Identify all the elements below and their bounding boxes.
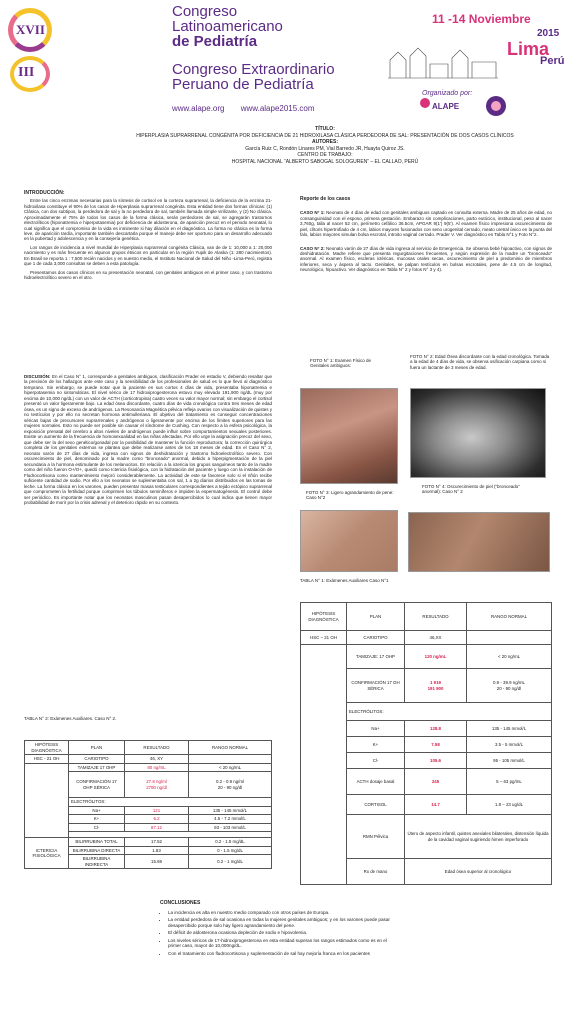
table-cell: CONFIRMACIÓN 17 OH SÉRICA xyxy=(347,669,405,703)
table-header: RANGO NORMAL xyxy=(467,603,552,631)
table-header: HIPÓTESIS DIAGNÓSTICA xyxy=(301,603,347,631)
congress-header xyxy=(0,0,576,122)
table-cell: CARIOTIPO xyxy=(69,755,125,764)
organized-by-label: Organizado por: xyxy=(422,90,473,97)
table-cell: HSC - 21 OH xyxy=(25,755,69,764)
table-cell: BILIRRUBINA INDIRECTA xyxy=(69,855,125,869)
congress-dates: 11 -14 Noviembre xyxy=(432,12,531,26)
photo-genitales-ambiguos xyxy=(300,388,398,484)
table-cell: 0.2 - 0.9 ng/ml 20 - 90 ng/dl xyxy=(189,772,272,798)
table-cell: 17.52 xyxy=(125,838,189,847)
roman-xvii: XVII xyxy=(16,22,45,37)
table2-caption: TABLA N° 2: Exámenes Auxiliares. Caso N° 2. xyxy=(24,716,117,721)
list-item: • Con el tratamiento con fludrocortisona y suplementación de sal hay mejoría franca en los pacientes xyxy=(168,951,400,957)
table-cell: 14.7 xyxy=(405,795,467,815)
table-cell: ICTERICIA FISIOLÓGICA xyxy=(25,838,69,869)
congress-logo xyxy=(6,4,60,104)
table-cell: 135 - 145 mmol/L xyxy=(189,806,272,815)
list-item: • La incidencia es alta en nuestro medio comparado con otros países de Europa. xyxy=(168,910,400,916)
photo2-caption: FOTO N° 2: Edad Ósea discordante con la edad cronológica. Tomada a la edad de 4 días de vida, se observa osificación carpiana como si fuera un lactante de 3 meses de edad. xyxy=(410,354,550,370)
table-cell: 80 ng/mL xyxy=(125,763,189,772)
intro-heading: INTRODUCCIÓN: xyxy=(24,190,65,196)
url-alape2015[interactable]: www.alape2015.com xyxy=(240,104,315,113)
table-header: RESULTADO xyxy=(405,603,467,631)
table-cell: ELECTRÓLITOS: xyxy=(347,703,552,721)
table-cell: 105.6 xyxy=(405,753,467,769)
authors: García Ruiz C, Rondón Linares PM, Vial Barredo JR, Huayta Quiroz JS. xyxy=(245,145,405,152)
photo-pene-caso2 xyxy=(300,510,398,572)
table-cell: 120 ng/mL xyxy=(405,645,467,669)
table-cell: 1.8 – 23 ug/dL xyxy=(467,795,552,815)
table-cell: 5 – 63 pg/mL xyxy=(467,769,552,795)
photo3-caption: FOTO N° 3: Ligero agrandamiento de pene: Caso N°2 xyxy=(306,490,394,501)
poster-title: HIPERPLASIA SUPRARRENAL CONGÉNITA POR DEFICIENCIA DE 21 HIDROXILASA CLÁSICA PERDEDORA DE SAL: PRESENTACIÓN DE DOS CASOS CLÍNICOS xyxy=(136,132,514,139)
table-cell: Cl- xyxy=(347,753,405,769)
table-cell: HSC – 21 OH xyxy=(301,631,347,645)
table-cell: 135 - 145 mmol/L xyxy=(467,721,552,737)
intro-paragraph: Presentamos dos casos clínicos en su presentación neonatal, con genitales ambiguos en el primer caso, y con trastorno hidroelectrolítico severo en el otro. xyxy=(24,269,272,281)
table-cell: 46, XY xyxy=(125,755,189,764)
table-header: PLAN xyxy=(347,603,405,631)
intro-paragraph: Entre las cinco enzimas necesarias para la síntesis de cortisol en la corteza suprarrenal, la deficiencia de la enzima 21-hidroxilasa constituye el 90% de los casos de Hiperplasia suprarrenal congénita. Esta entidad tiene dos formas clínicas: (1) Clásica, con dos subtipos, la perdedora de sal y la no perdedora de sal, también llamada simple virilizante, y (2) No clásica. Aproximadamente el 75% de todos los casos de la forma clásica, serán perdedores de sal, se agregarán trastornos electrolíticos (hiponatremia e hiperpotasemia) por deficiencia de aldosterona, de aparición precoz en el periodo neonatal, lo cual significa que el compromiso de la vida es inminente si hay dilación en el diagnóstico. La forma no clásica es la forma leve, de aparición tardía, importante también descartarla porque el manejo debe ser oportuno para un desarrollo adecuado en la pubertad y adolescencia y en la consejería genética. xyxy=(24,198,272,242)
case2-text: Neonato varón de 27 días de vida ingresa al servicio de Emergencia. Se observa bebé hipoactivo, con signos de deshidratación. Madre refiere que presenta regurgitaciones frecuentes, y según expresión de la madre un “bronceado” anormal. Al examen físico, escleras ictéricas, mucosas orales secas, oscurecimiento de piel a predominio de miembros inferiores, seca y áspera al tacto. Genitales, se palpan testículos en bolsas escrotales, pene de 4.5 cm de longitud, neurológico, hipoactivo. Ver diagnóstico en Tabla N° 2 y fotos N° 3 y 4). xyxy=(300,245,552,273)
table-cell: < 20 ng/mL xyxy=(467,645,552,669)
table-cell: CARIOTIPO xyxy=(347,631,405,645)
authors-label: AUTORES: xyxy=(311,139,339,145)
photo-piel-caso2 xyxy=(408,512,550,572)
title-label: TÍTULO: xyxy=(315,126,335,132)
table-cell: 4.5 - 7.2 mmol/L xyxy=(189,815,272,824)
center-label: CENTRO DE TRABAJO: xyxy=(297,152,353,158)
table-cell: RMN Pélvica xyxy=(347,815,405,859)
cases-heading: Reporte de los casos xyxy=(300,196,351,202)
table-cell: BILIRRUBINA TOTAL xyxy=(69,838,125,847)
table-cell: ACTH dosaje basal xyxy=(347,769,405,795)
table-header: RESULTADO xyxy=(125,741,189,755)
table-cell: 245 xyxy=(405,769,467,795)
table-header: HIPÓTESIS DIAGNÓSTICA xyxy=(25,741,69,755)
table-2-case-2 xyxy=(24,740,272,869)
discussion-heading: DISCUSIÓN: xyxy=(24,374,51,379)
table-cell: 87.12 xyxy=(125,823,189,832)
cases-section xyxy=(300,196,552,276)
table-cell: BILIRRUBINA DIRECTA xyxy=(69,846,125,855)
table-cell: 0.2 - 1 mg/dL xyxy=(189,855,272,869)
table-cell: 1.83 xyxy=(125,846,189,855)
list-item: • La entidad perdedora de sal ocasiona en todas la mujeres genitales ambiguos; y en los varones puede pasar desapercibido porque solo hay ligero agrandamiento del pene. xyxy=(168,917,400,928)
lima-skyline-illustration xyxy=(388,30,498,80)
case2-label: CASO N° 2: xyxy=(300,245,325,251)
intro-paragraph: Los rangos de incidencia a nivel mundial de Hiperplasia suprarrenal congénita Clásica, van de de 1: 10,000 a 1: 20,000 nacimiento y es más frecuente en algunos grupos étnicos en particular en la región Yupik de Alaska (1: 280 nacimientos). En Brasil se reporta 1 : 7,500 recién nacidos y en nuestro medio, el Instituto Nacional de Salud del Niño -Lima-Perú, registra que 1 de cada 3,000 consultas se deben a esta patología. xyxy=(24,244,272,267)
conclusions-section xyxy=(160,900,400,958)
list-item: • El déficit de aldosterona ocasiona depleción de sodio e hipovolemia. xyxy=(168,930,400,936)
table-cell: 3.5 - 5 mmol/L xyxy=(467,737,552,753)
table-cell: 0 - 1.5 mg/dL xyxy=(189,846,272,855)
roman-iii: III xyxy=(18,65,35,80)
table-cell: 46,XX xyxy=(405,631,467,645)
discussion-text: En el Caso N° 1, corresponde a genitales ambiguos, clasificación Prader en estadio V, debiendo resaltar que la precisión de los hallazgos ante este caso y la sensibilidad de los profesionales de salud es lo que llevó al diagnóstico temprano. Sin embargo, se puede notar que la paciente en sus cortos 4 días de vida, presentaba hiponatremia e hiperpotasemia no sintomáticas. El nivel sérico de 17 hidroxiprogesterona estuvo muy elevado 191,900 ng/dL (muy por encima de 10,000 ng/dL) con un valor de ACTH (corticotropina) cuatro veces su valor mayor normal; sin embargo el cortisol presentó un valor ligeramente bajo. La edad ósea discordante, cuatro días de vida cronológica contra tres meses de edad ósea, es un signo de exceso de andrógenos. La Resonancia Magnética pélvica refleja ovarios con visualización de quistes y no testículos y por ello no secretan hormona antimulleriana. El objetivo del tratamiento es conseguir concentraciones séricas bajas de precursores suprarrenales y andrógenos o ligeramente por encima de los límites superiores para las mujeres normales. Esto no puede ser posible sin causar el síndrome de Cushing. Con respecto a la esfera psicológica, la exposición prenatal del cerebro a altos niveles de andrógenos puede influir sobre comportamientos sexuales posteriores. Existe un aumento de la frecuencia de homosexualidad en las niñas afectadas. Por ello urge la asignación precoz del sexo, que debe ser la del sexo genético/gonadal por la posibilidad de mantener la función reproductora; la corrección quirúrgica completa de los genitales externos se plantea que debe realizarse antes de los 18 meses de edad. En el Caso N° 2, neonato varón de 27 días de vida, ingresa con signos de deshidratación y trastorno hidroelectrolítico severo. Con oscurecimiento de piel, denominado por la madre como “bronceado” anormal, debido a hiperpigmentación de la piel secundaria a la hormona estimulante de los melanocitos. En relación a la ictericia los grupos sanguíneos tanto de la madre como del niño fueron O+/O+, quedó como Ictericia fisiológica, con la hidratación del paciente y luego con la instalación de Fludrocortisona como mantenimiento mejoró considerablemente. La actividad de este se favorece solo si el riñón recibe suficiente cantidad de sodio. Por ello a los neonatos se suplementaba con sal, 1 a 2g diarios distribuidos en las tomas de leche. La forma clásica en los varones, pueden presentar masas testiculares correspondientes a tejido ectópico suprarrenal que comprometen la fertilidad porque comprimen los túbulos seminíferos e impiden la espermatogénesis. El control debe ser periódico. Es importante notar que los neonatos masculinos pasan desapercibidos lo cual indica que tienen mayor probabilidad de morir por la crisis adrenal y el deterioro rápido en su contexto. xyxy=(24,374,272,506)
congress-year: 2015 xyxy=(537,28,560,39)
table-cell: Na+ xyxy=(347,721,405,737)
table-cell: Edad ósea superior al cronológico xyxy=(405,859,552,885)
photo4-caption: FOTO N° 4: Oscurecimiento de piel (“bronceado” anormal): Caso N° 2 xyxy=(422,484,520,495)
table-cell: K+ xyxy=(69,815,125,824)
table-cell: K+ xyxy=(347,737,405,753)
table-cell: ELECTRÓLITOS: xyxy=(69,798,272,807)
list-item: • Los niveles séricos de 17-hidroxiprogesterona en esta entidad superan los rangos estimados como es en el primer caso, mayor de 10,000ng/dL. xyxy=(168,938,400,949)
table-cell: CORTISOL xyxy=(347,795,405,815)
table-cell: TAMIZAJE 17 OHP xyxy=(69,763,125,772)
congress-title-2: Congreso Extraordinario Peruano de Pediatría xyxy=(172,61,335,93)
table-cell: < 20 ng/mL xyxy=(189,763,272,772)
table-cell: 6.2 xyxy=(125,815,189,824)
table-cell: 93 - 103 mmol/L xyxy=(189,823,272,832)
case1-text: Neonato de 4 días de edad con genitales ambiguos captado en consulta externa. Madre de 25 años de edad, no consanguinidad con el esposo, primera gestación. Embarazo sin complicaciones, parto eutócico, institucional, peso al nacer 3,760g, talla al nacer 52 cm, perímetro cefálico 36.5cm, APGAR 9(1') 9(5'). Al examen físico impresiona oscurecimiento de piel, clítoris hipertrofiado de 4 cm, labios mayores fusionados con seno urogenital cerrado, meato uretral único en la punta del falo, labios mayores simulan bolsa escrotal, introito vaginal cerrado. Prader V. Ver diagnóstico en Tabla N°1 y Foto N°2. xyxy=(300,210,552,238)
table-cell: Cl- xyxy=(69,823,125,832)
table-1-case-1 xyxy=(300,602,552,885)
table-cell: 0.2 - 1.5 mg/dL xyxy=(189,838,272,847)
table-header: RANGO NORMAL xyxy=(189,741,272,755)
conclusions-list xyxy=(168,910,400,956)
congress-country: Perú xyxy=(540,55,565,67)
table-cell: Útero de aspecto infantil, quistes anexiales bilaterales, distensión líquida de la cavidad vaginal sugiriendo himen imperforado xyxy=(405,815,552,859)
table-header: PLAN xyxy=(69,741,125,755)
poster-title-block xyxy=(90,126,560,165)
congress-urls xyxy=(172,104,329,114)
table-cell: 15.69 xyxy=(125,855,189,869)
photo-xray-hand xyxy=(410,388,546,478)
table-cell: 7.58 xyxy=(405,737,467,753)
url-alape[interactable]: www.alape.org xyxy=(172,104,225,113)
discussion-section xyxy=(24,374,272,509)
conclusions-heading: CONCLUSIONES xyxy=(160,900,201,906)
case1-label: CASO N° 1: xyxy=(300,210,325,216)
table-cell: 27.8 ng/ml 2780 ng/dl xyxy=(125,772,189,798)
table-cell: 95 - 105 mmol/L xyxy=(467,753,552,769)
alape-logo-text: ALAPE xyxy=(432,102,460,111)
table-cell: 121 xyxy=(125,806,189,815)
table-cell: 128.8 xyxy=(405,721,467,737)
table-cell: TAMIZAJE: 17 OHP xyxy=(347,645,405,669)
introduction-section xyxy=(24,190,272,284)
photo1-caption: FOTO N° 1: Examen Físico de Genitales ambiguos: xyxy=(310,358,371,369)
work-center: HOSPITAL NACIONAL “ALBERTO SABOGAL SOLOGUREN” – EL CALLAO, PERÚ xyxy=(231,158,419,165)
table-cell: 1 919 191 900 xyxy=(405,669,467,703)
table-cell: Na+ xyxy=(69,806,125,815)
table-cell: 0.9 - 39.9 ng/mL 20 - 90 ng/dl xyxy=(467,669,552,703)
congress-city: Lima xyxy=(507,39,550,59)
table-cell: CONFIRMACIÓN 17 OHP SÉRICA xyxy=(69,772,125,798)
alape-logo-icon xyxy=(420,98,430,108)
table1-caption: TABLA N° 1: Exámenes Auxiliares Caso N°1 xyxy=(300,578,389,583)
congress-title-1: Congreso Latinoamericano de Pediatría xyxy=(172,3,283,50)
spp-logo-icon xyxy=(486,96,506,116)
table-cell: Rx de mano xyxy=(347,859,405,885)
